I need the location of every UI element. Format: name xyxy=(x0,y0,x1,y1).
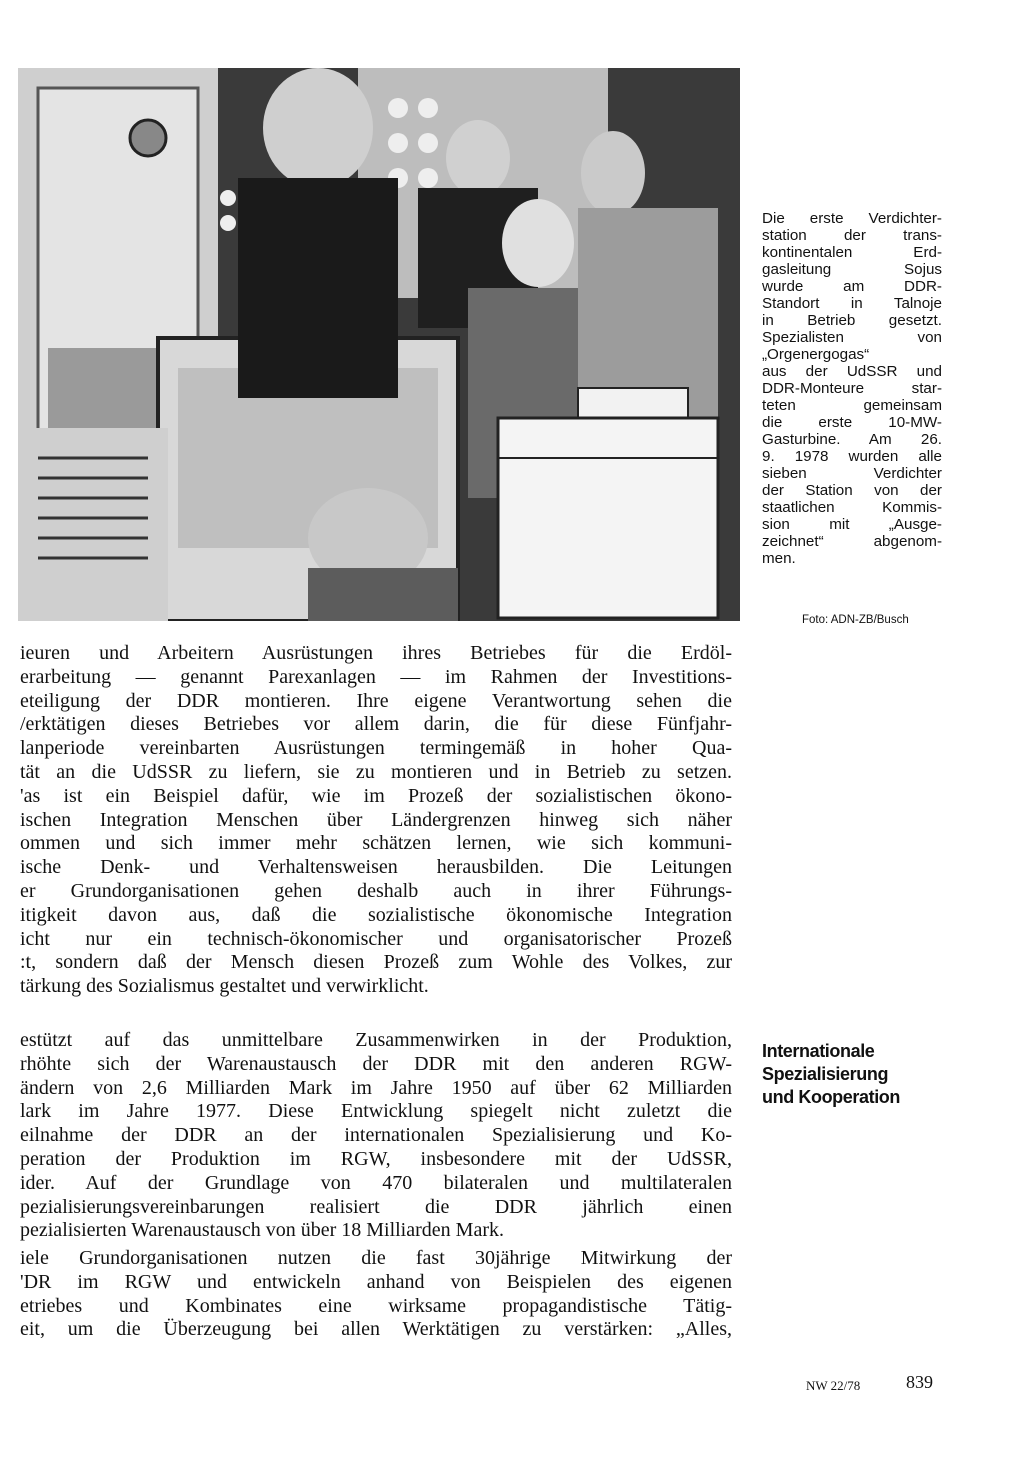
section-heading xyxy=(762,1040,962,1109)
caption-line: 9. 1978 wurden alle xyxy=(762,448,942,465)
news-photo xyxy=(18,68,740,621)
issue-reference: NW 22/78 xyxy=(806,1378,861,1393)
text-line: eteiligung der DDR montieren. Ihre eigene Verantwortung sehen die xyxy=(20,689,732,712)
heading-line: Spezialisierung xyxy=(762,1064,889,1084)
caption-line: gasleitung Sojus xyxy=(762,261,942,278)
caption-line: Spezialisten von xyxy=(762,329,942,346)
caption-line: in Betrieb gesetzt. xyxy=(762,312,942,329)
caption-line: staatlichen Kommis- xyxy=(762,499,942,516)
body-paragraph-2 xyxy=(20,1029,732,1243)
text-line: :t, sondern daß der Mensch diesen Prozeß zum Wohle des Volkes, zur xyxy=(20,951,732,974)
text-line: ommen und sich immer mehr schätzen lernen, wie sich kommuni- xyxy=(20,832,732,855)
text-line: eilnahme der DDR an der internationalen Spezialisierung und Ko- xyxy=(20,1124,732,1147)
text-line: erarbeitung — genannt Parexanlagen — im Rahmen der Investitions- xyxy=(20,665,732,688)
caption-line: sion mit „Ausge- xyxy=(762,516,942,533)
text-line: er Grundorganisationen gehen deshalb auch in ihrer Führungs- xyxy=(20,879,732,902)
caption-line: „Orgenergogas“ xyxy=(762,346,870,363)
caption-line: teten gemeinsam xyxy=(762,397,942,414)
photo-caption xyxy=(762,210,942,567)
caption-line: der Station von der xyxy=(762,482,942,499)
text-line: tät an die UdSSR zu liefern, sie zu montieren und in Betrieb zu setzen. xyxy=(20,760,732,783)
text-line: peration der Produktion im RGW, insbesondere mit der UdSSR, xyxy=(20,1147,732,1170)
text-line: icht nur ein technisch-ökonomischer und organisatorischer Prozeß xyxy=(20,927,732,950)
caption-line: kontinentalen Erd- xyxy=(762,244,942,261)
caption-line: wurde am DDR- xyxy=(762,278,942,295)
text-line: pezialisierungsvereinbarungen realisiert die DDR jährlich einen xyxy=(20,1195,732,1218)
body-paragraph-1 xyxy=(20,642,732,999)
text-line: iele Grundorganisationen nutzen die fast 30jährige Mitwirkung der xyxy=(20,1247,732,1269)
text-line: estützt auf das unmittelbare Zusammenwirken in der Produktion, xyxy=(20,1029,732,1051)
text-line: ischen Integration Menschen über Ländergrenzen hinweg sich näher xyxy=(20,808,732,831)
photo-credit: Foto: ADN-ZB/Busch xyxy=(802,614,909,626)
text-line: ändern von 2,6 Milliarden Mark im Jahre 1950 auf über 62 Milliarden xyxy=(20,1076,732,1099)
caption-line: DDR-Monteure star- xyxy=(762,380,942,397)
text-line: 'DR im RGW und entwickeln anhand von Beispielen des eigenen xyxy=(20,1270,732,1293)
text-line: tärkung des Sozialismus gestaltet und verwirklicht. xyxy=(20,975,429,998)
text-line: lark im Jahre 1977. Diese Entwicklung spiegelt nicht zuletzt die xyxy=(20,1100,732,1123)
text-line: ieuren und Arbeitern Ausrüstungen ihres Betriebes für die Erdöl- xyxy=(20,642,732,664)
caption-line: aus der UdSSR und xyxy=(762,363,942,380)
text-line: pezialisierten Warenaustausch von über 18 Milliarden Mark. xyxy=(20,1219,504,1242)
text-line: rhöhte sich der Warenaustausch der DDR mit den anderen RGW- xyxy=(20,1052,732,1075)
caption-line: zeichnet“ abgenom- xyxy=(762,533,942,550)
text-line: itigkeit davon aus, daß die sozialistische ökonomische Integration xyxy=(20,903,732,926)
caption-line: station der trans- xyxy=(762,227,942,244)
text-line: /erktätigen dieses Betriebes vor allem darin, die für diese Fünfjahr- xyxy=(20,713,732,736)
photo-illustration xyxy=(18,68,740,621)
text-line: ische Denk- und Verhaltensweisen herausbilden. Die Leitungen xyxy=(20,856,732,879)
caption-line: Standort in Talnoje xyxy=(762,295,942,312)
text-line: ider. Auf der Grundlage von 470 bilateralen und multilateralen xyxy=(20,1171,732,1194)
text-line: lanperiode vereinbarten Ausrüstungen termingemäß in hoher Qua- xyxy=(20,737,732,760)
text-line: eit, um die Überzeugung bei allen Werktätigen zu verstärken: „Alles, xyxy=(20,1318,732,1341)
page-number: 839 xyxy=(906,1372,933,1392)
heading-line: Internationale xyxy=(762,1041,875,1061)
caption-line: Gasturbine. Am 26. xyxy=(762,431,942,448)
caption-line: die erste 10-MW- xyxy=(762,414,942,431)
text-line: etriebes und Kombinates eine wirksame propagandistische Tätig- xyxy=(20,1294,732,1317)
caption-line: men. xyxy=(762,550,796,567)
body-paragraph-3 xyxy=(20,1247,732,1342)
text-line: 'as ist ein Beispiel dafür, wie im Prozeß der sozialistischen ökono- xyxy=(20,784,732,807)
caption-line: Die erste Verdichter- xyxy=(762,210,942,227)
heading-line: und Kooperation xyxy=(762,1087,900,1107)
caption-line: sieben Verdichter xyxy=(762,465,942,482)
